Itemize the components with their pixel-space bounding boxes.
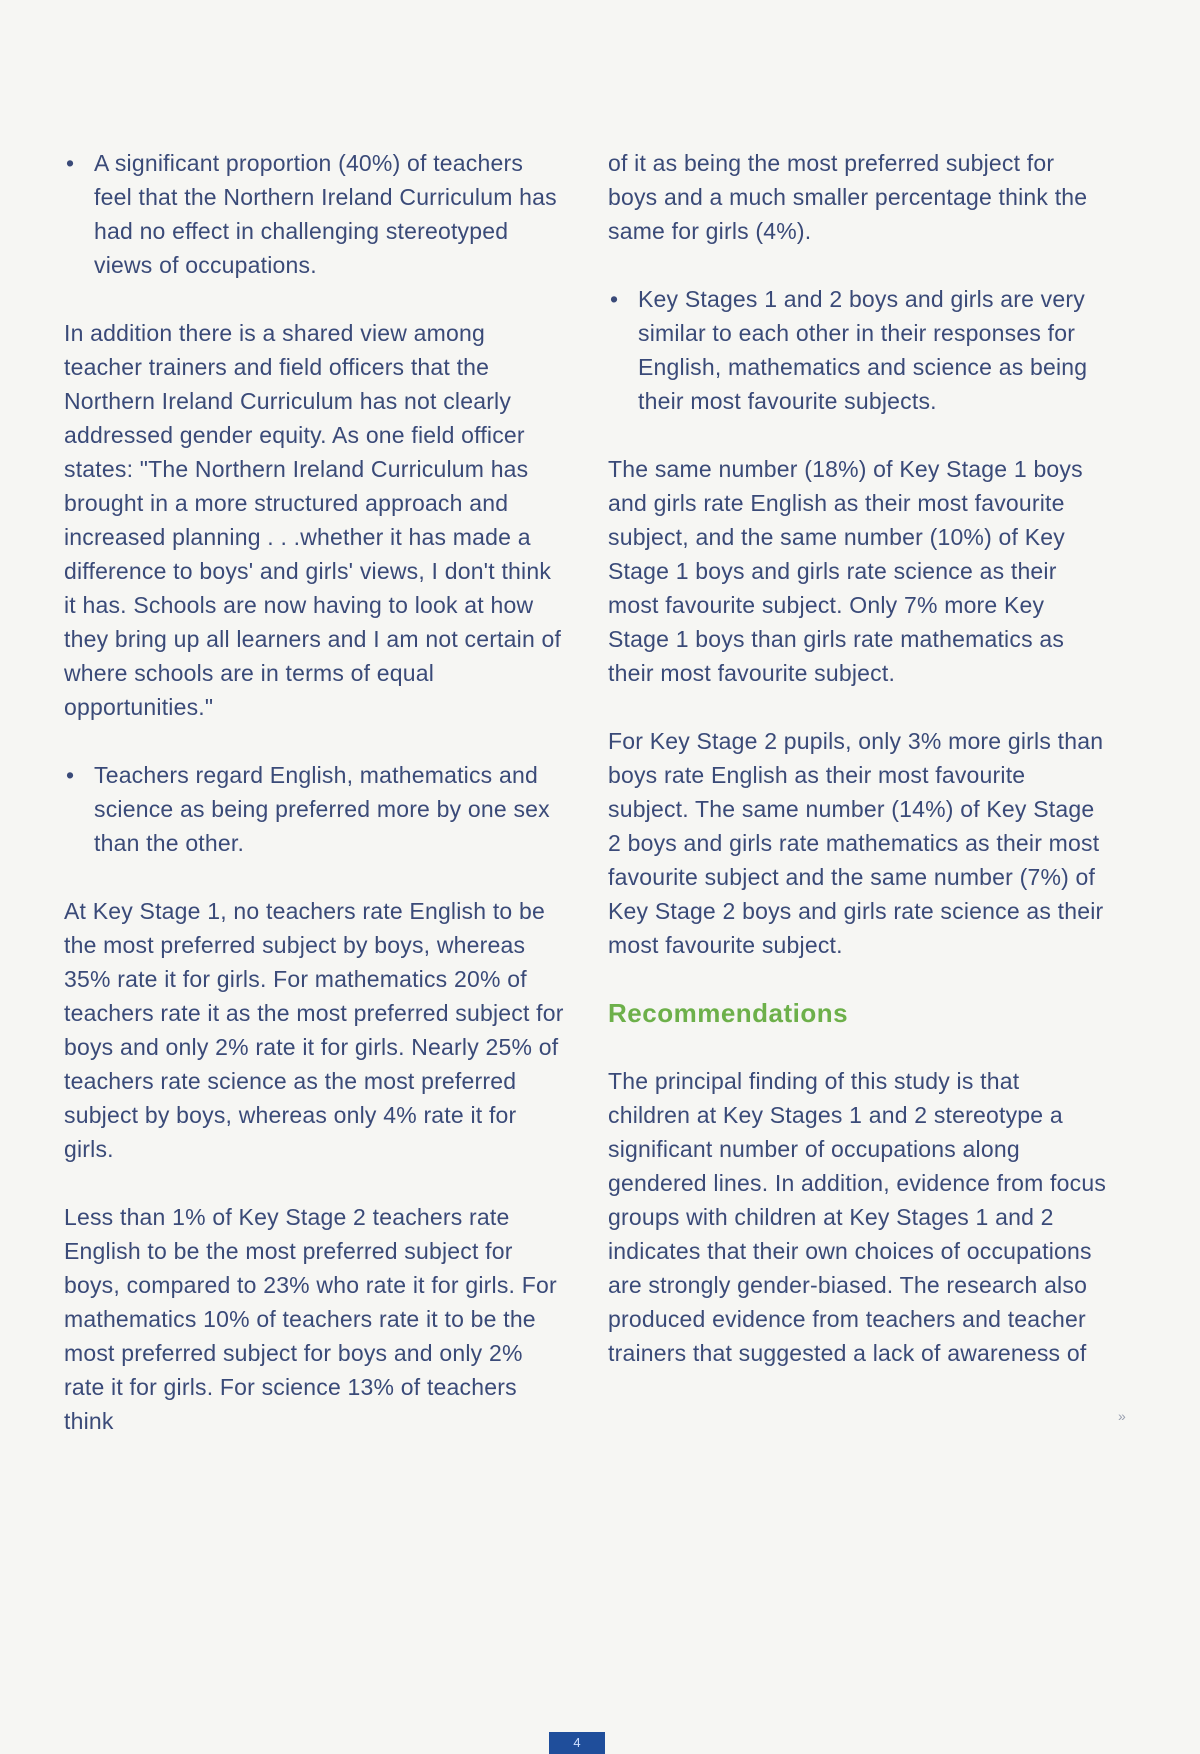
left-paragraph-2: At Key Stage 1, no teachers rate English to be the most preferred subject by boys, whereas 35% rate it for girls. For mathematics 20% of teachers rate it as the most preferred subject for boys and only 2% rate it for girls. Nearly 25% of teachers rate science as the most preferred subject by boys, whereas only 4% rate it for girls. [64,898,564,1162]
left-bullet-1: • A significant proportion (40%) of teachers feel that the Northern Ireland Curriculum has had no effect in challenging stereotyped views of occupations. [64,146,564,282]
left-bullet-2: • Teachers regard English, mathematics and science as being preferred more by one sex than the other. [64,758,564,860]
right-bullet-1: • Key Stages 1 and 2 boys and girls are very similar to each other in their responses for English, mathematics and science as being their most favourite subjects. [608,282,1108,418]
left-column [64,146,564,1472]
left-paragraph-3: Less than 1% of Key Stage 2 teachers rate English to be the most preferred subject for boys, compared to 23% who rate it for girls. For mathematics 10% of teachers rate it to be the most preferred subject for boys and only 2% rate it for girls. For science 13% of teachers think [64,1204,557,1434]
margin-mark: » [1118,1408,1126,1424]
recommendations-heading: Recommendations [608,998,849,1028]
right-paragraph-1: of it as being the most preferred subject for boys and a much smaller percentage think the same for girls (4%). [608,150,1088,244]
right-paragraph-3: For Key Stage 2 pupils, only 3% more girls than boys rate English as their most favourite subject. The same number (14%) of Key Stage 2 boys and girls rate mathematics as their most favourite subject and the same number (7%) of Key Stage 2 boys and girls rate science as their most favourite subject. [608,728,1104,958]
left-paragraph-1: In addition there is a shared view among teacher trainers and field officers that the Northern Ireland Curriculum has not clearly addressed gender equity. As one field officer states: "The Northern Ireland Curriculum has brought in a more structured approach and increased planning . . .whether it has made a difference to boys' and girls' views, I don't think it has. Schools are now having to look at how they bring up all learners and I am not certain of where schools are in terms of equal opportunities." [64,320,562,720]
right-paragraph-2: The same number (18%) of Key Stage 1 boys and girls rate English as their most favourite subject, and the same number (10%) of Key Stage 1 boys and girls rate science as their most favourite subject. Only 7% more Key Stage 1 boys than girls rate mathematics as their most favourite subject. [608,456,1083,686]
right-paragraph-4: The principal finding of this study is that children at Key Stages 1 and 2 stereotype a significant number of occupations along gendered lines. In addition, evidence from focus groups with children at Key Stages 1 and 2 indicates that their own choices of occupations are strongly gender-biased. The research also produced evidence from teachers and teacher trainers that suggested a lack of awareness of [608,1068,1107,1366]
right-column [608,146,1108,1404]
page-number-badge: 4 [549,1732,605,1754]
